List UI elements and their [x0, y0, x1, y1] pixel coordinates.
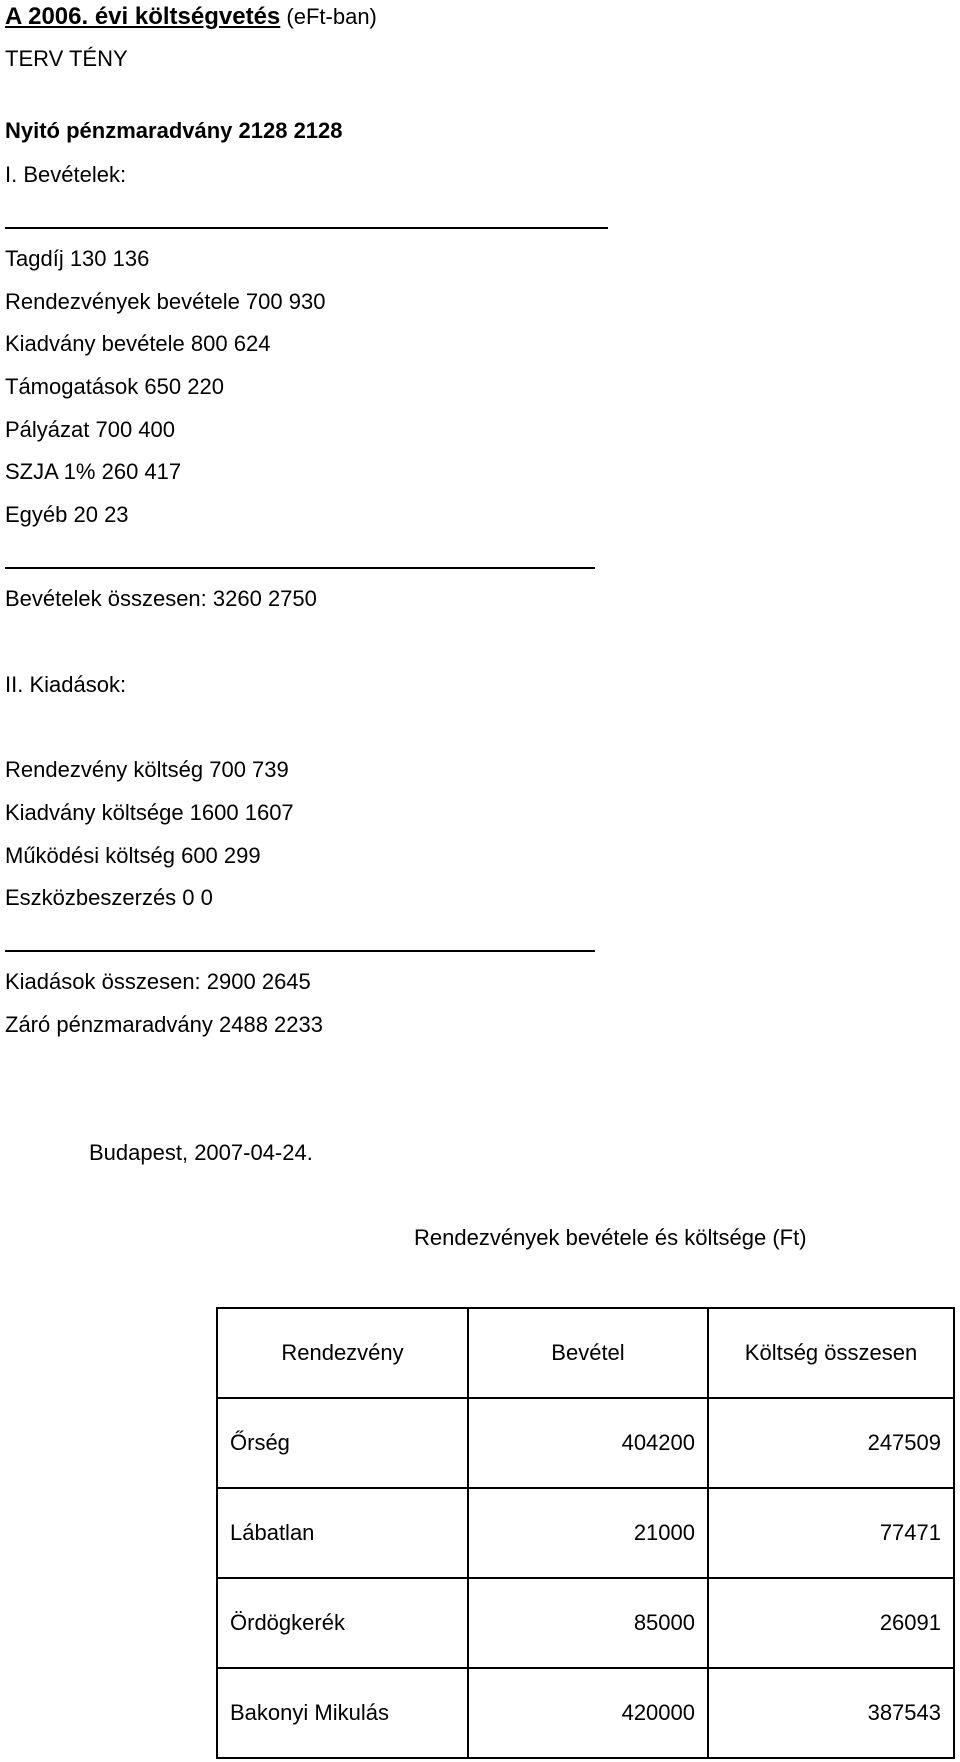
event-name: Bakonyi Mikulás — [218, 1669, 469, 1759]
income-heading: I. Bevételek: — [5, 162, 127, 187]
events-table — [216, 1307, 955, 1759]
income-total: Bevételek összesen: 3260 2750 — [5, 586, 317, 611]
event-income: 404200 — [469, 1399, 709, 1489]
expense-item: Kiadvány költsége 1600 1607 — [5, 800, 294, 825]
expenses-heading: II. Kiadások: — [5, 672, 127, 697]
table-row — [218, 1399, 955, 1489]
table-row — [218, 1579, 955, 1669]
events-table-container — [216, 1307, 955, 1759]
document-title — [5, 4, 377, 30]
divider-line — [5, 227, 608, 229]
income-item: Tagdíj 130 136 — [5, 246, 150, 271]
expense-item: Működési költség 600 299 — [5, 843, 261, 868]
divider-line — [5, 567, 595, 569]
closing-balance: Záró pénzmaradvány 2488 2233 — [5, 1012, 323, 1037]
columns-header: TERV TÉNY — [5, 46, 128, 71]
header-income: Bevétel — [469, 1309, 709, 1399]
title-main: A 2006. évi költségvetés — [5, 3, 281, 30]
income-item: Egyéb 20 23 — [5, 502, 129, 527]
event-cost: 387543 — [709, 1669, 955, 1759]
income-item: SZJA 1% 260 417 — [5, 459, 182, 484]
expense-item: Eszközbeszerzés 0 0 — [5, 885, 213, 910]
event-cost: 77471 — [709, 1489, 955, 1579]
place-date: Budapest, 2007-04-24. — [89, 1140, 313, 1165]
event-name: Lábatlan — [218, 1489, 469, 1579]
table-row — [218, 1489, 955, 1579]
income-item: Rendezvények bevétele 700 930 — [5, 289, 326, 314]
table-header-row — [218, 1309, 955, 1399]
event-income: 21000 — [469, 1489, 709, 1579]
opening-balance: Nyitó pénzmaradvány 2128 2128 — [5, 118, 343, 143]
income-item: Pályázat 700 400 — [5, 417, 176, 442]
table-caption: Rendezvények bevétele és költsége (Ft) — [414, 1225, 807, 1250]
table-row — [218, 1669, 955, 1759]
event-cost: 26091 — [709, 1579, 955, 1669]
income-item: Támogatások 650 220 — [5, 374, 224, 399]
event-income: 85000 — [469, 1579, 709, 1669]
expense-item: Rendezvény költség 700 739 — [5, 757, 289, 782]
header-event: Rendezvény — [218, 1309, 469, 1399]
header-cost: Költség összesen — [709, 1309, 955, 1399]
event-cost: 247509 — [709, 1399, 955, 1489]
income-item: Kiadvány bevétele 800 624 — [5, 331, 271, 356]
divider-line — [5, 950, 595, 952]
event-name: Őrség — [218, 1399, 469, 1489]
title-unit: (eFt-ban) — [286, 4, 377, 29]
event-name: Ördögkerék — [218, 1579, 469, 1669]
event-income: 420000 — [469, 1669, 709, 1759]
expenses-total: Kiadások összesen: 2900 2645 — [5, 969, 311, 994]
